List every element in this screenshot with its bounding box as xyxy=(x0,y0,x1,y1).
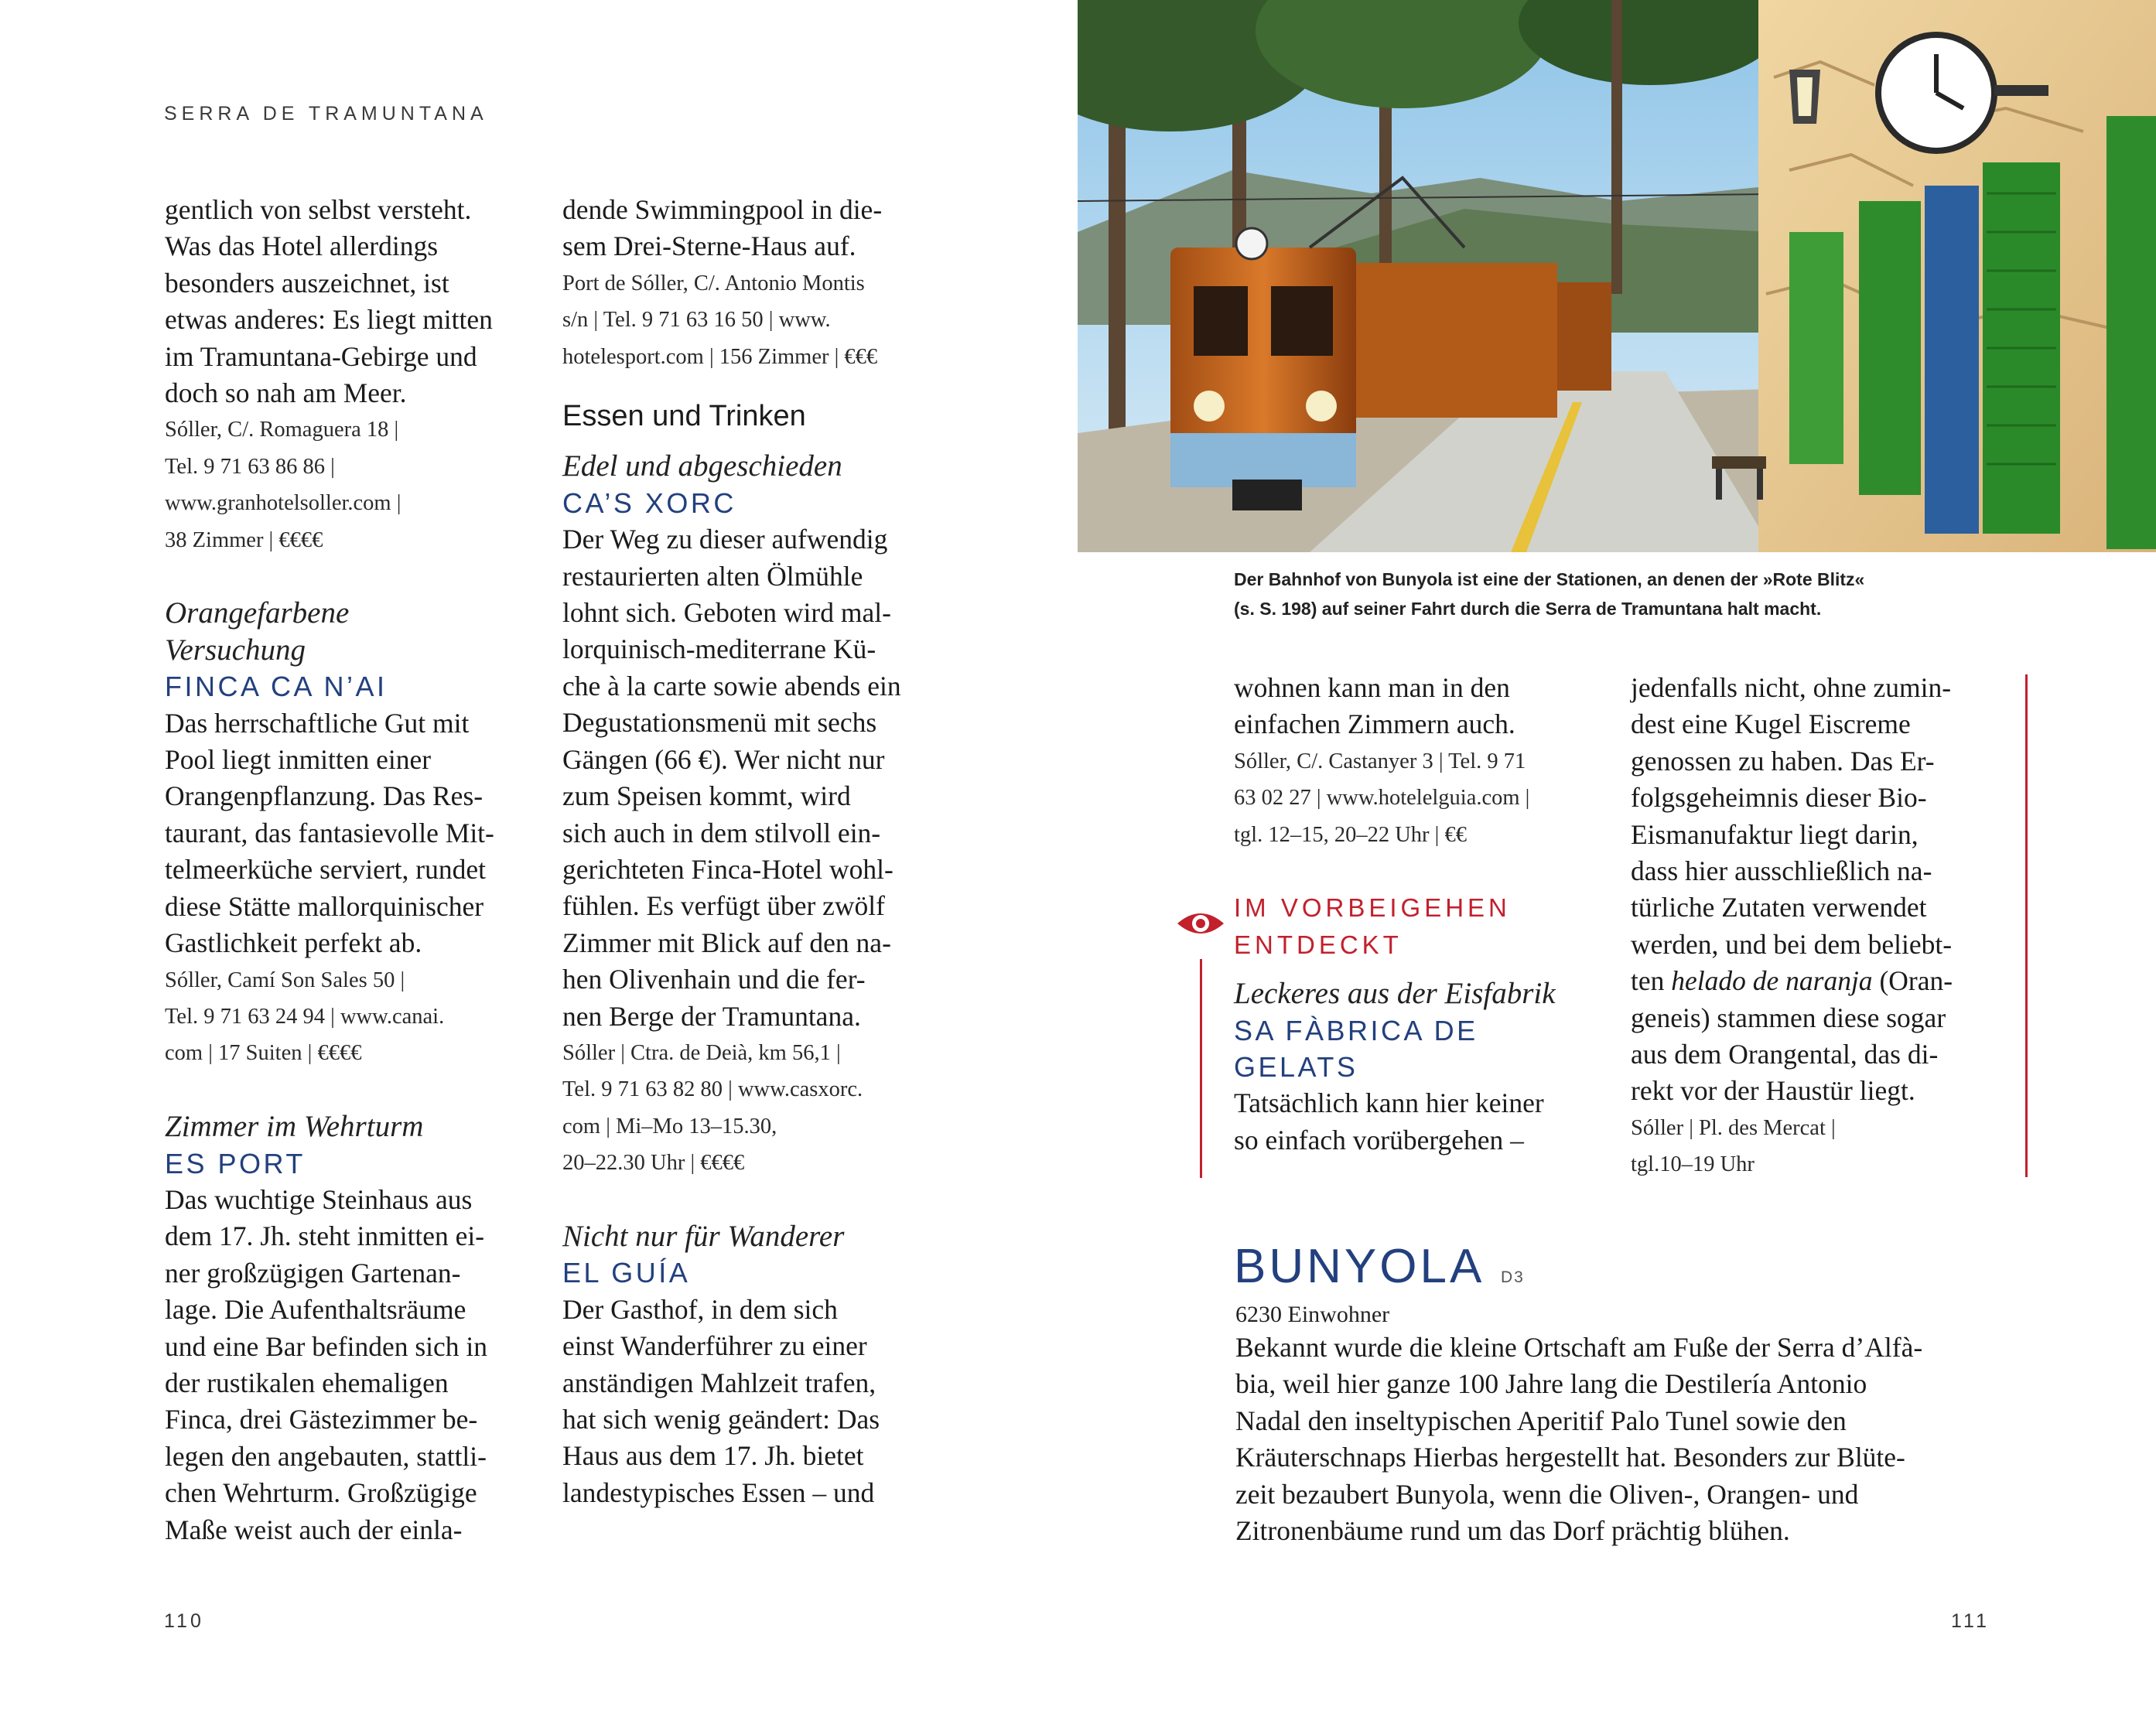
info-line: Sóller | Ctra. de Deià, km 56,1 | xyxy=(562,1040,841,1065)
body-line: dass hier ausschließlich na- xyxy=(1631,855,1932,887)
body-line: Gängen (66 €). Wer nicht nur xyxy=(562,743,885,775)
body-line: Das wuchtige Steinhaus aus xyxy=(165,1183,473,1215)
body-line: Pool liegt inmitten einer xyxy=(165,744,432,776)
info-line: www.granhotelsoller.com | xyxy=(165,491,401,516)
body-line: Was das Hotel allerdings xyxy=(165,230,439,262)
body-line: rekt vor der Haustür liegt. xyxy=(1631,1075,1915,1107)
body-line: dende Swimmingpool in die- xyxy=(562,194,883,225)
eye-icon xyxy=(1176,908,1225,943)
info-line: Sóller | Pl. des Mercat | xyxy=(1631,1115,1836,1140)
body-line: bia, weil hier ganze 100 Jahre lang die Destilería Antonio xyxy=(1235,1368,1867,1400)
info-line: Sóller, C/. Castanyer 3 | Tel. 9 71 xyxy=(1234,749,1526,773)
body-line: landestypisches Essen – und xyxy=(562,1476,875,1508)
body-line: dem 17. Jh. steht inmitten ei- xyxy=(165,1220,485,1252)
entry-name-gelats: GELATS xyxy=(1234,1051,1358,1084)
body-line: geneis) stammen diese sogar xyxy=(1631,1002,1946,1033)
info-line: Sóller, C/. Romaguera 18 | xyxy=(165,418,399,442)
body-line: fühlen. Es verfügt über zwölf xyxy=(562,890,885,922)
body-line: legen den angebauten, stattli- xyxy=(165,1440,487,1472)
page-number-right: 111 xyxy=(1951,1610,1990,1632)
box-heading: ENTDECKT xyxy=(1234,930,1403,959)
body-line: wohnen kann man in den xyxy=(1234,672,1510,703)
body-line: anständigen Mahlzeit trafen, xyxy=(562,1367,876,1398)
body-line: einst Wanderführer zu einer xyxy=(562,1330,867,1362)
body-line: diese Stätte mallorquinischer xyxy=(165,890,484,922)
column-3 xyxy=(1234,670,1595,1159)
section-title-bunyola: BUNYOLA xyxy=(1234,1240,1485,1293)
body-line: Der Gasthof, in dem sich xyxy=(562,1293,838,1325)
body-line: einfachen Zimmern auch. xyxy=(1234,708,1515,740)
body-line: Nadal den inseltypischen Aperitif Palo Tunel sowie den xyxy=(1235,1405,1847,1436)
caption-line: (s. S. 198) auf seiner Fahrt durch die Serra de Tramuntana halt macht. xyxy=(1234,599,1822,619)
entry-name-finca-ca-nai: FINCA CA N’AI xyxy=(165,671,388,703)
entry-subtitle: Nicht nur für Wanderer xyxy=(562,1219,845,1253)
body-line: Der Weg zu dieser aufwendig xyxy=(562,524,888,555)
entry-name-cas-xorc: CA’S XORC xyxy=(562,486,736,519)
body-line: chen Wehrturm. Großzügige xyxy=(165,1477,477,1509)
body-line: ner großzügigen Gartenan- xyxy=(165,1257,461,1289)
train-station-photo xyxy=(1078,0,2156,552)
text-run: ten xyxy=(1631,965,1672,997)
body-line: lorquinisch-mediterrane Kü- xyxy=(562,633,876,665)
body-line: so einfach vorübergehen – xyxy=(1234,1124,1524,1155)
body-line: hen Olivenhain und die fer- xyxy=(562,964,866,995)
body-line: sem Drei-Sterne-Haus auf. xyxy=(562,230,856,262)
body-line: Haus aus dem 17. Jh. bietet xyxy=(562,1440,864,1472)
entry-name-es-port: ES PORT xyxy=(165,1147,306,1179)
body-line: zum Speisen kommt, wird xyxy=(562,780,851,812)
body-line: etwas anderes: Es liegt mitten xyxy=(165,304,493,336)
box-heading: IM VORBEIGEHEN xyxy=(1234,893,1511,923)
entry-subtitle: Zimmer im Wehrturm xyxy=(165,1110,424,1144)
page-number-left: 110 xyxy=(164,1610,204,1632)
body-line: nen Berge der Tramuntana. xyxy=(562,1000,861,1032)
body-line: gentlich von selbst versteht. xyxy=(165,194,472,225)
info-line: hotelesport.com | 156 Zimmer | €€€ xyxy=(562,344,878,369)
body-line: che à la carte sowie abends ein xyxy=(562,670,901,701)
body-line: Eismanufaktur liegt darin, xyxy=(1631,818,1919,850)
body-line: aus dem Orangental, das di- xyxy=(1631,1039,1939,1070)
entry-subtitle: Leckeres aus der Eisfabrik xyxy=(1234,977,1556,1011)
info-line: Port de Sóller, C/. Antonio Montis xyxy=(562,271,865,295)
info-line: Tel. 9 71 63 24 94 | www.canai. xyxy=(165,1004,445,1029)
box-rule-left xyxy=(1200,959,1202,1178)
info-line: Tel. 9 71 63 86 86 | xyxy=(165,454,335,479)
body-line: besonders auszeichnet, ist xyxy=(165,267,449,299)
body-line: Bekannt wurde die kleine Ortschaft am Fuße der Serra d’Alfà- xyxy=(1235,1332,1923,1363)
body-line: gerichteten Finca-Hotel wohl- xyxy=(562,853,893,885)
body-line: Gastlichkeit perfekt ab. xyxy=(165,927,422,959)
body-line: doch so nah am Meer. xyxy=(165,377,407,409)
column-1 xyxy=(165,192,526,1548)
map-reference: D3 xyxy=(1501,1268,1525,1286)
body-line: sich auch in dem stilvoll ein- xyxy=(562,817,881,848)
body-line: zeit bezaubert Bunyola, wenn die Oliven-, Orangen- und xyxy=(1235,1478,1859,1510)
info-line: com | Mi–Mo 13–15.30, xyxy=(562,1114,777,1138)
body-line: restaurierten alten Ölmühle xyxy=(562,560,863,592)
running-head: SERRA DE TRAMUNTANA xyxy=(164,103,488,125)
info-line: 63 02 27 | www.hotelelguia.com | xyxy=(1234,786,1530,811)
info-line: 20–22.30 Uhr | €€€€ xyxy=(562,1151,745,1176)
bunyola-description xyxy=(1235,1330,2028,1549)
entry-subtitle: Versuchung xyxy=(165,633,306,667)
body-line: und eine Bar befinden sich in xyxy=(165,1330,488,1362)
body-line: taurant, das fantasievolle Mit- xyxy=(165,817,494,848)
info-line: tgl.10–19 Uhr xyxy=(1631,1152,1755,1177)
info-line: tgl. 12–15, 20–22 Uhr | €€ xyxy=(1234,822,1467,847)
body-line: Maße weist auch der einla- xyxy=(165,1514,463,1545)
body-line: im Tramuntana-Gebirge und xyxy=(165,340,477,372)
body-line: hat sich wenig geändert: Das xyxy=(562,1403,880,1435)
body-line: werden, und bei dem beliebt- xyxy=(1631,928,1953,960)
body-line: dest eine Kugel Eiscreme xyxy=(1631,708,1911,740)
entry-subtitle: Edel und abgeschieden xyxy=(562,449,842,483)
caption-line: Der Bahnhof von Bunyola ist eine der Stationen, an denen der »Rote Blitz« xyxy=(1234,569,1865,589)
body-line: der rustikalen ehemaligen xyxy=(165,1367,449,1398)
body-line xyxy=(1631,963,1992,999)
section-heading: Essen und Trinken xyxy=(562,400,806,433)
info-line: com | 17 Suiten | €€€€ xyxy=(165,1041,362,1066)
body-line: genossen zu haben. Das Er- xyxy=(1631,745,1935,777)
text-run: (Oran- xyxy=(1872,965,1953,997)
info-line: Tel. 9 71 63 82 80 | www.casxorc. xyxy=(562,1077,863,1102)
body-line: Finca, drei Gästezimmer be- xyxy=(165,1404,478,1435)
body-line: folgsgeheimnis dieser Bio- xyxy=(1631,782,1927,814)
body-line: jedenfalls nicht, ohne zumin- xyxy=(1631,672,1952,703)
body-line: Das herrschaftliche Gut mit xyxy=(165,707,470,739)
body-line: Degustationsmenü mit sechs xyxy=(562,707,877,739)
italic-term: helado de naranja xyxy=(1671,965,1873,997)
body-line: telmeerküche serviert, rundet xyxy=(165,854,486,886)
body-line: lage. Die Aufenthaltsräume xyxy=(165,1294,466,1326)
entry-subtitle: Orangefarbene xyxy=(165,596,350,630)
info-line: Sóller, Camí Son Sales 50 | xyxy=(165,968,405,992)
body-line: lohnt sich. Geboten wird mal- xyxy=(562,597,891,629)
body-line: Zimmer mit Blick auf den na- xyxy=(562,927,891,958)
info-line: s/n | Tel. 9 71 63 16 50 | www. xyxy=(562,308,831,333)
body-line: türliche Zutaten verwendet xyxy=(1631,892,1927,923)
body-line: Zitronenbäume rund um das Dorf prächtig blühen. xyxy=(1235,1515,1790,1547)
body-line: Kräuterschnaps Hierbas hergestellt hat. Besonders zur Blüte- xyxy=(1235,1442,1905,1473)
photo-caption xyxy=(1234,565,2007,623)
box-rule-right xyxy=(2025,674,2028,1177)
body-line: Orangenpflanzung. Das Res- xyxy=(165,780,483,812)
column-2 xyxy=(562,192,924,1511)
info-line: 38 Zimmer | €€€€ xyxy=(165,527,323,552)
entry-name-sa-fabrica: SA FÀBRICA DE xyxy=(1234,1014,1478,1046)
inhabitants-count: 6230 Einwohner xyxy=(1235,1302,1390,1327)
entry-name-el-guia: EL GUÍA xyxy=(562,1257,691,1289)
column-4 xyxy=(1631,670,1992,1183)
body-line: Tatsächlich kann hier keiner xyxy=(1234,1087,1544,1119)
